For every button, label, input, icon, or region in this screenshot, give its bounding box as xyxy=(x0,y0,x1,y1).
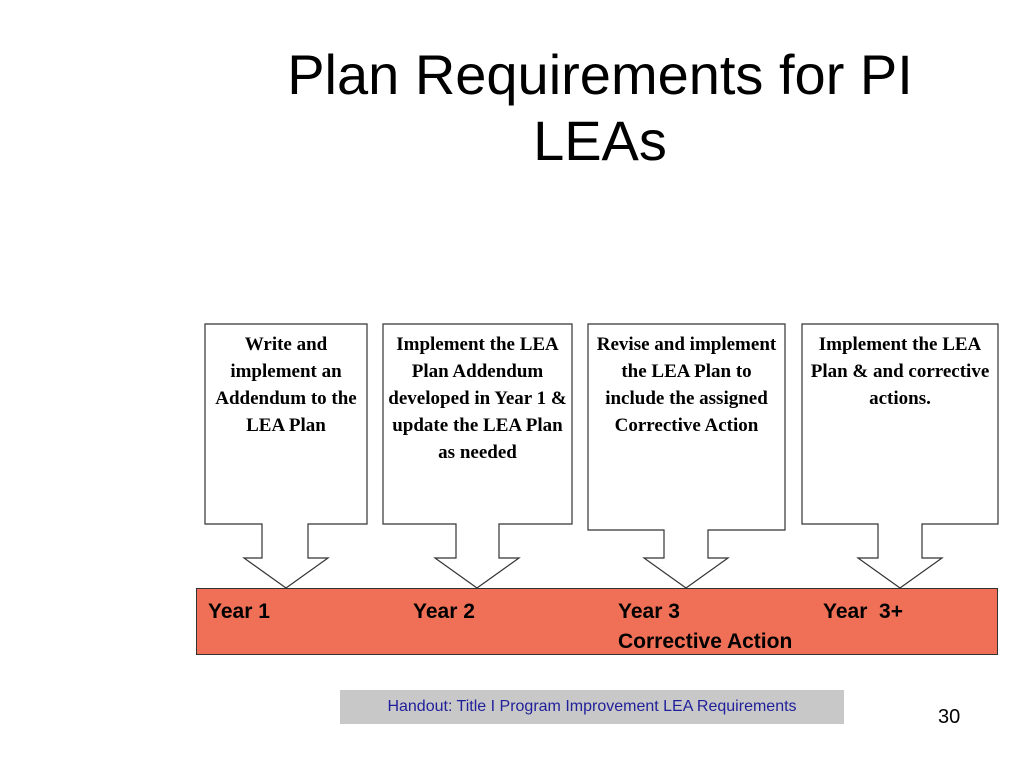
slide-title-line2: LEAs xyxy=(533,109,667,172)
timeline-year-3-plus: Year 3+ xyxy=(823,600,903,623)
timeline-year-3: Year 3 xyxy=(618,600,680,623)
callout-3-text: Revise and implement the LEA Plan to include the assigned Corrective Action xyxy=(596,334,777,436)
timeline-year-2: Year 2 xyxy=(413,600,475,623)
handout-label: Handout: Title I Program Improvement LEA Requirements xyxy=(340,690,844,724)
timeline-year-3-label: Corrective Action xyxy=(618,630,793,653)
page-number: 30 xyxy=(938,706,961,728)
callout-1-text: Write and implement an Addendum to the LEA Plan xyxy=(215,334,357,436)
timeline-year-1: Year 1 xyxy=(208,600,270,623)
callout-4-text: Implement the LEA Plan & and corrective actions. xyxy=(810,334,990,409)
callout-2-text: Implement the LEA Plan Addendum developed in Year 1 & update the LEA Plan as needed xyxy=(388,334,567,463)
slide-title-line1: Plan Requirements for PI xyxy=(287,43,913,106)
timeline-bar xyxy=(196,588,998,655)
